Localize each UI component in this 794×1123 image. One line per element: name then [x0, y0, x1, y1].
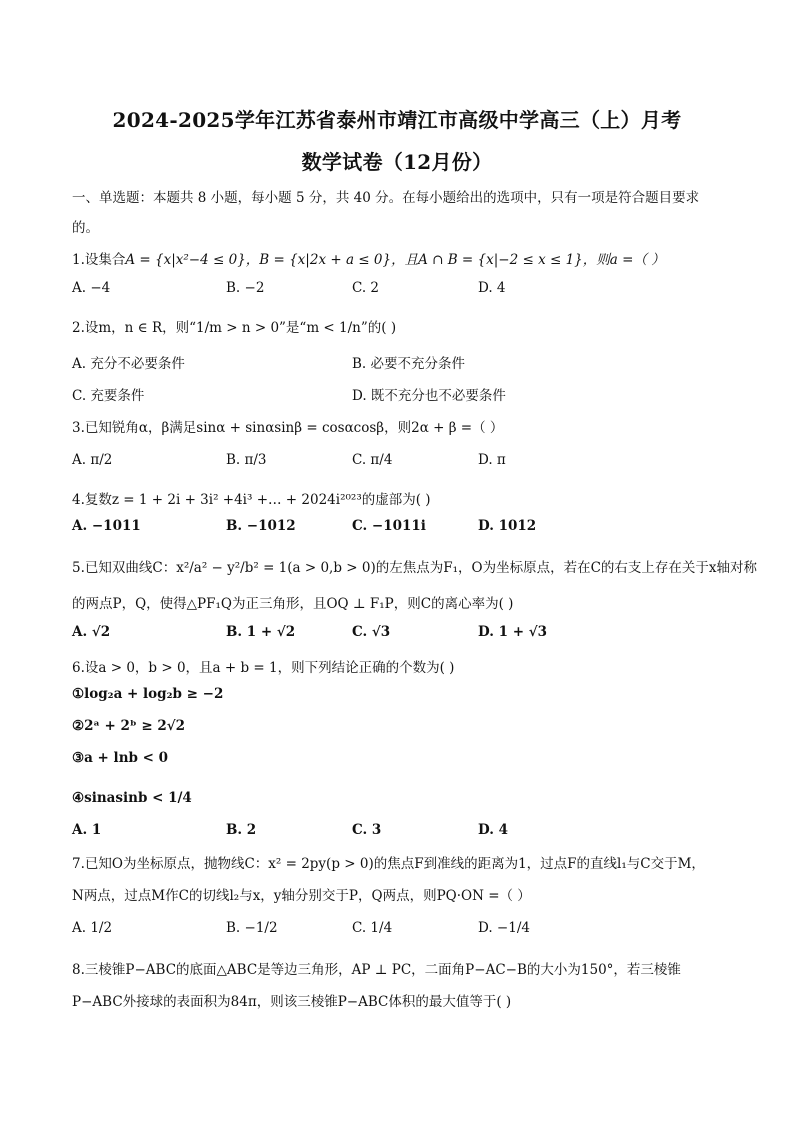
question-5-stem-line2: 的两点P，Q，使得△PF₁Q为正三角形，且OQ ⊥ F₁P，则C的离心率为( )	[72, 596, 514, 612]
question-1-stem-math: A = {x|x²−4 ≤ 0}，B = {x|2x + a ≤ 0}，且A ∩ B = {x|−2 ≤ x ≤ 1}，则a =（ ）	[125, 252, 665, 268]
question-2-option-d: D. 既不充分也不必要条件	[352, 388, 506, 404]
question-3-stem: 3.已知锐角α，β满足sinα + sinαsinβ = cosαcosβ，则2α + β =（ ）	[72, 420, 504, 436]
question-4-option-b: B. −1012	[226, 518, 296, 534]
question-6-option-b: B. 2	[226, 822, 257, 838]
question-6-item-3: ③a + lnb < 0	[72, 750, 169, 766]
question-6-item-4: ④sinasinb < 1/4	[72, 790, 192, 806]
exam-title-line1: 2024-2025学年江苏省泰州市靖江市高级中学高三（上）月考	[112, 108, 682, 132]
section-heading-line2: 的。	[72, 220, 99, 236]
question-5-option-c: C. √3	[352, 624, 391, 640]
question-4-stem: 4.复数z = 1 + 2i + 3i² +4i³ +… + 2024i²⁰²³的虚部为( )	[72, 492, 431, 508]
question-2-stem: 2.设m，n ∈ R，则“1/m > n > 0”是“m < 1/n”的( )	[72, 320, 397, 336]
question-6-option-c: C. 3	[352, 822, 382, 838]
question-1-option-b: B. −2	[226, 280, 265, 296]
question-1-option-d: D. 4	[478, 280, 506, 296]
exam-title-line2: 数学试卷（12月份）	[301, 150, 493, 174]
question-3-option-a: A. π/2	[72, 452, 113, 468]
question-7-option-a: A. 1/2	[72, 920, 113, 936]
question-5-option-d: D. 1 + √3	[478, 624, 547, 640]
question-4-option-d: D. 1012	[478, 518, 537, 534]
section-heading-line1: 一、单选题：本题共 8 小题，每小题 5 分，共 40 分。在每小题给出的选项中，只有一项是符合题目要求	[72, 190, 700, 206]
question-6-option-a: A. 1	[72, 822, 102, 838]
question-4-option-a: A. −1011	[72, 518, 141, 534]
question-1-stem-prefix: 1.设集合	[72, 252, 126, 268]
question-2-option-b: B. 必要不充分条件	[352, 356, 466, 372]
question-5-option-b: B. 1 + √2	[226, 624, 296, 640]
question-1-stem	[72, 248, 665, 268]
question-7-option-b: B. −1/2	[226, 920, 278, 936]
question-5-stem-line1: 5.已知双曲线C：x²/a² − y²/b² = 1(a > 0,b > 0)的左焦点为F₁，O为坐标原点，若在C的右支上存在关于x轴对称	[72, 560, 758, 576]
question-4-option-c: C. −1011i	[352, 518, 426, 534]
question-5-option-a: A. √2	[72, 624, 111, 640]
question-8-stem-line2: P−ABC外接球的表面积为84π，则该三棱锥P−ABC体积的最大值等于( )	[72, 994, 512, 1010]
question-3-option-c: C. π/4	[352, 452, 393, 468]
question-1-option-a: A. −4	[72, 280, 111, 296]
question-6-item-1: ①log₂a + log₂b ≥ −2	[72, 686, 224, 702]
question-7-option-c: C. 1/4	[352, 920, 393, 936]
question-6-option-d: D. 4	[478, 822, 509, 838]
question-1-option-c: C. 2	[352, 280, 380, 296]
question-3-option-d: D. π	[478, 452, 506, 468]
question-2-option-c: C. 充要条件	[72, 388, 145, 404]
question-6-item-2: ②2ᵃ + 2ᵇ ≥ 2√2	[72, 718, 185, 734]
question-7-option-d: D. −1/4	[478, 920, 530, 936]
question-2-option-a: A. 充分不必要条件	[72, 356, 185, 372]
question-7-stem-line2: N两点，过点M作C的切线l₂与x，y轴分别交于P，Q两点，则PQ·ON =（ ）	[72, 888, 531, 904]
question-8-stem-line1: 8.三棱锥P−ABC的底面△ABC是等边三角形，AP ⊥ PC，二面角P−AC−B的大小为150°，若三棱锥	[72, 962, 681, 978]
question-3-option-b: B. π/3	[226, 452, 267, 468]
question-7-stem-line1: 7.已知O为坐标原点，抛物线C：x² = 2py(p > 0)的焦点F到准线的距离为1，过点F的直线l₁与C交于M，	[72, 856, 705, 872]
question-6-stem: 6.设a > 0，b > 0，且a + b = 1，则下列结论正确的个数为( )	[72, 660, 455, 676]
